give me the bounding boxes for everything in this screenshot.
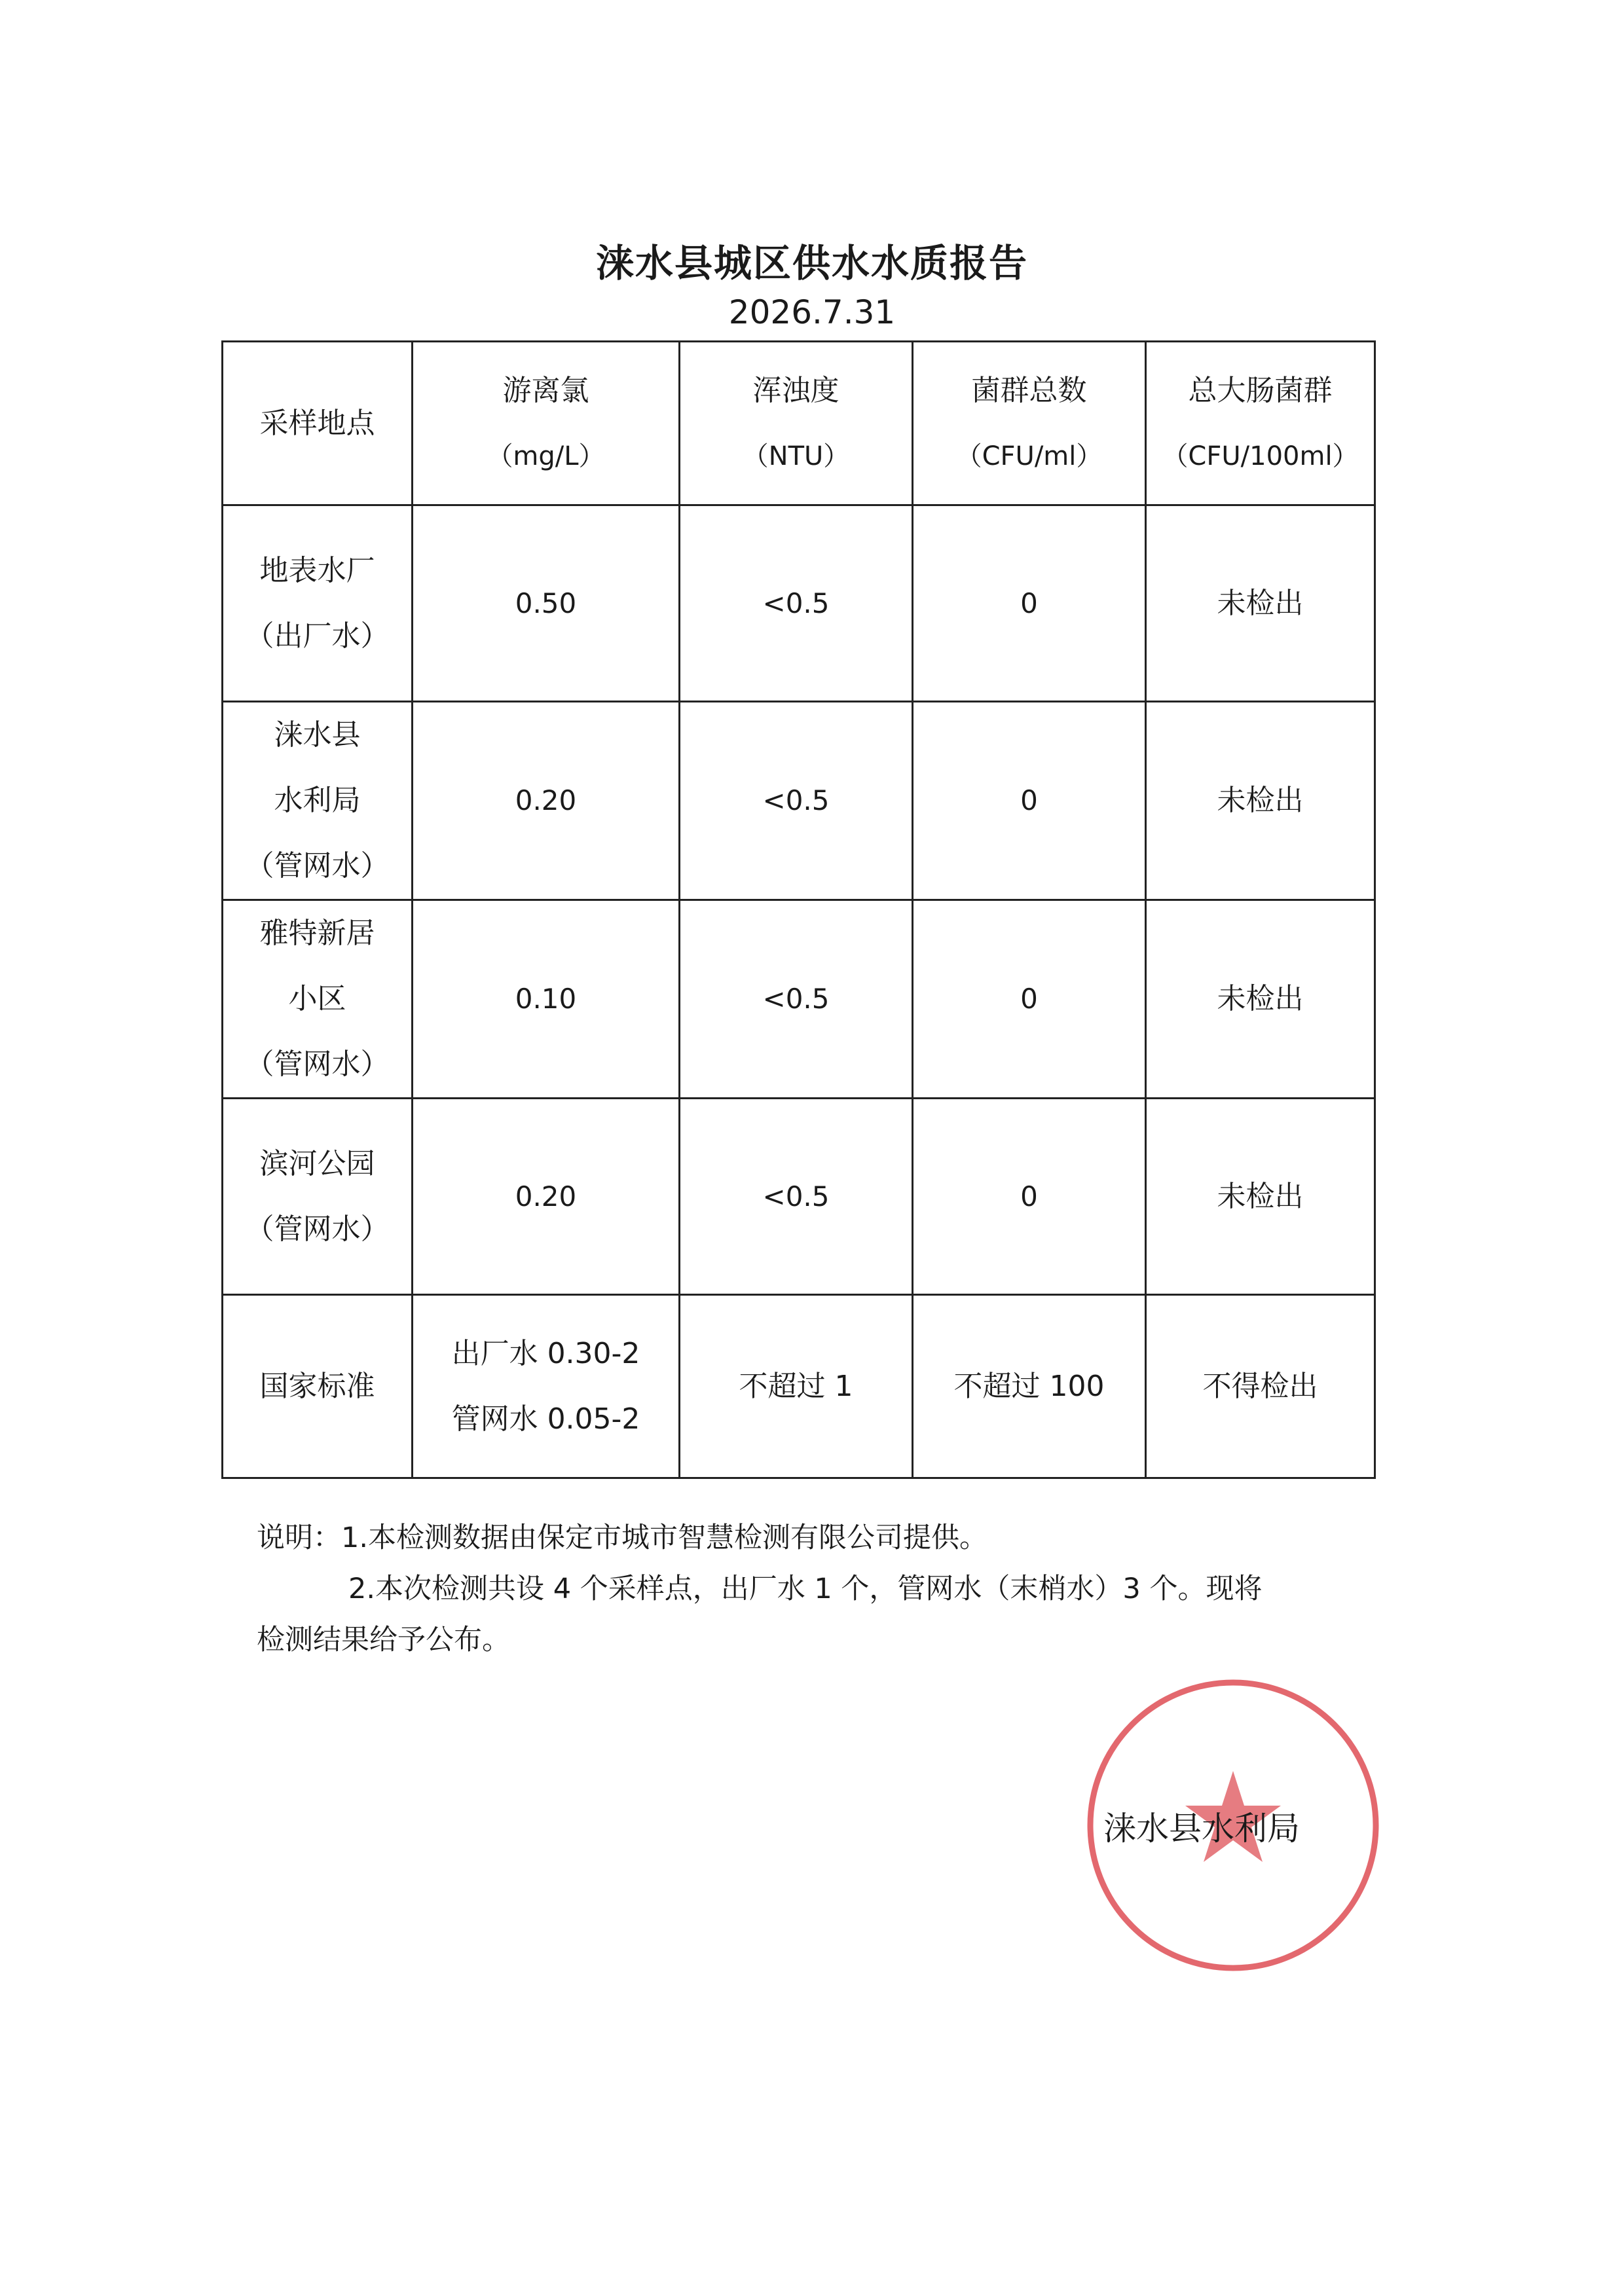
- header-turbidity-name: 浑浊度: [752, 373, 840, 407]
- table-row: [223, 1099, 1375, 1295]
- header-colony-unit: （CFU/ml）: [955, 441, 1103, 471]
- note-line-1: 说明：1.本检测数据由保定市城市智慧检测有限公司提供。: [257, 1522, 988, 1554]
- chlorine-value: 0.50: [413, 505, 680, 702]
- coliform-value: 未检出: [1146, 505, 1375, 702]
- chlorine-value: 0.20: [413, 702, 680, 900]
- site-line: （管网水）: [245, 849, 390, 883]
- site-line: 涞水县: [274, 718, 361, 752]
- header-coliform-name: 总大肠菌群: [1188, 373, 1333, 407]
- report-date: 2026.7.31: [728, 293, 896, 331]
- turbidity-value: <0.5: [680, 900, 913, 1099]
- chlorine-value: 0.20: [413, 1099, 680, 1295]
- standard-colony: 不超过 100: [913, 1295, 1146, 1478]
- standard-turbidity: 不超过 1: [680, 1295, 913, 1478]
- standard-chlorine-line: 管网水 0.05-2: [451, 1402, 640, 1436]
- colony-value: 0: [913, 505, 1146, 702]
- site-cell: [223, 900, 413, 1099]
- header-turbidity: [680, 342, 913, 505]
- site-line: 小区: [288, 982, 346, 1015]
- site-line: 地表水厂: [259, 553, 375, 587]
- notes: [257, 1512, 1383, 1666]
- standard-chlorine-line: 出厂水 0.30-2: [451, 1336, 640, 1370]
- header-colony-name: 菌群总数: [971, 373, 1087, 407]
- coliform-value: 未检出: [1146, 900, 1375, 1099]
- standard-row: [223, 1295, 1375, 1478]
- header-site: 采样地点: [223, 342, 413, 505]
- colony-value: 0: [913, 900, 1146, 1099]
- coliform-value: 未检出: [1146, 702, 1375, 900]
- site-line: （出厂水）: [245, 619, 390, 653]
- site-line: 雅特新居: [259, 917, 375, 950]
- water-quality-table: [221, 340, 1376, 1479]
- header-coliform: [1146, 342, 1375, 505]
- note-line-3: 检测结果给予公布。: [257, 1624, 510, 1656]
- turbidity-value: <0.5: [680, 505, 913, 702]
- standard-label: 国家标准: [223, 1295, 413, 1478]
- site-line: （管网水）: [245, 1212, 390, 1246]
- table-row: [223, 900, 1375, 1099]
- site-cell: [223, 702, 413, 900]
- colony-value: 0: [913, 1099, 1146, 1295]
- turbidity-value: <0.5: [680, 1099, 913, 1295]
- table-row: [223, 505, 1375, 702]
- header-chlorine-unit: （mg/L）: [487, 441, 605, 471]
- signature: 涞水县水利局: [1103, 1810, 1300, 1848]
- report-title: 涞水县城区供水水质报告: [595, 241, 1028, 285]
- table-header-row: [223, 342, 1375, 505]
- turbidity-value: <0.5: [680, 702, 913, 900]
- header-chlorine: [413, 342, 680, 505]
- site-line: （管网水）: [245, 1048, 390, 1081]
- header-turbidity-unit: （NTU）: [742, 441, 850, 471]
- standard-chlorine: [413, 1295, 680, 1478]
- chlorine-value: 0.10: [413, 900, 680, 1099]
- coliform-value: 未检出: [1146, 1099, 1375, 1295]
- site-cell: [223, 1099, 413, 1295]
- header-chlorine-name: 游离氯: [502, 373, 589, 407]
- table-row: [223, 702, 1375, 900]
- note-line-2: 2.本次检测共设 4 个采样点，出厂水 1 个，管网水（末梢水）3 个。现将: [348, 1573, 1263, 1605]
- site-line: 滨河公园: [259, 1146, 375, 1180]
- colony-value: 0: [913, 702, 1146, 900]
- header-colony: [913, 342, 1146, 505]
- site-line: 水利局: [274, 784, 361, 817]
- site-cell: [223, 505, 413, 702]
- standard-coliform: 不得检出: [1146, 1295, 1375, 1478]
- header-coliform-unit: （CFU/100ml）: [1162, 441, 1359, 471]
